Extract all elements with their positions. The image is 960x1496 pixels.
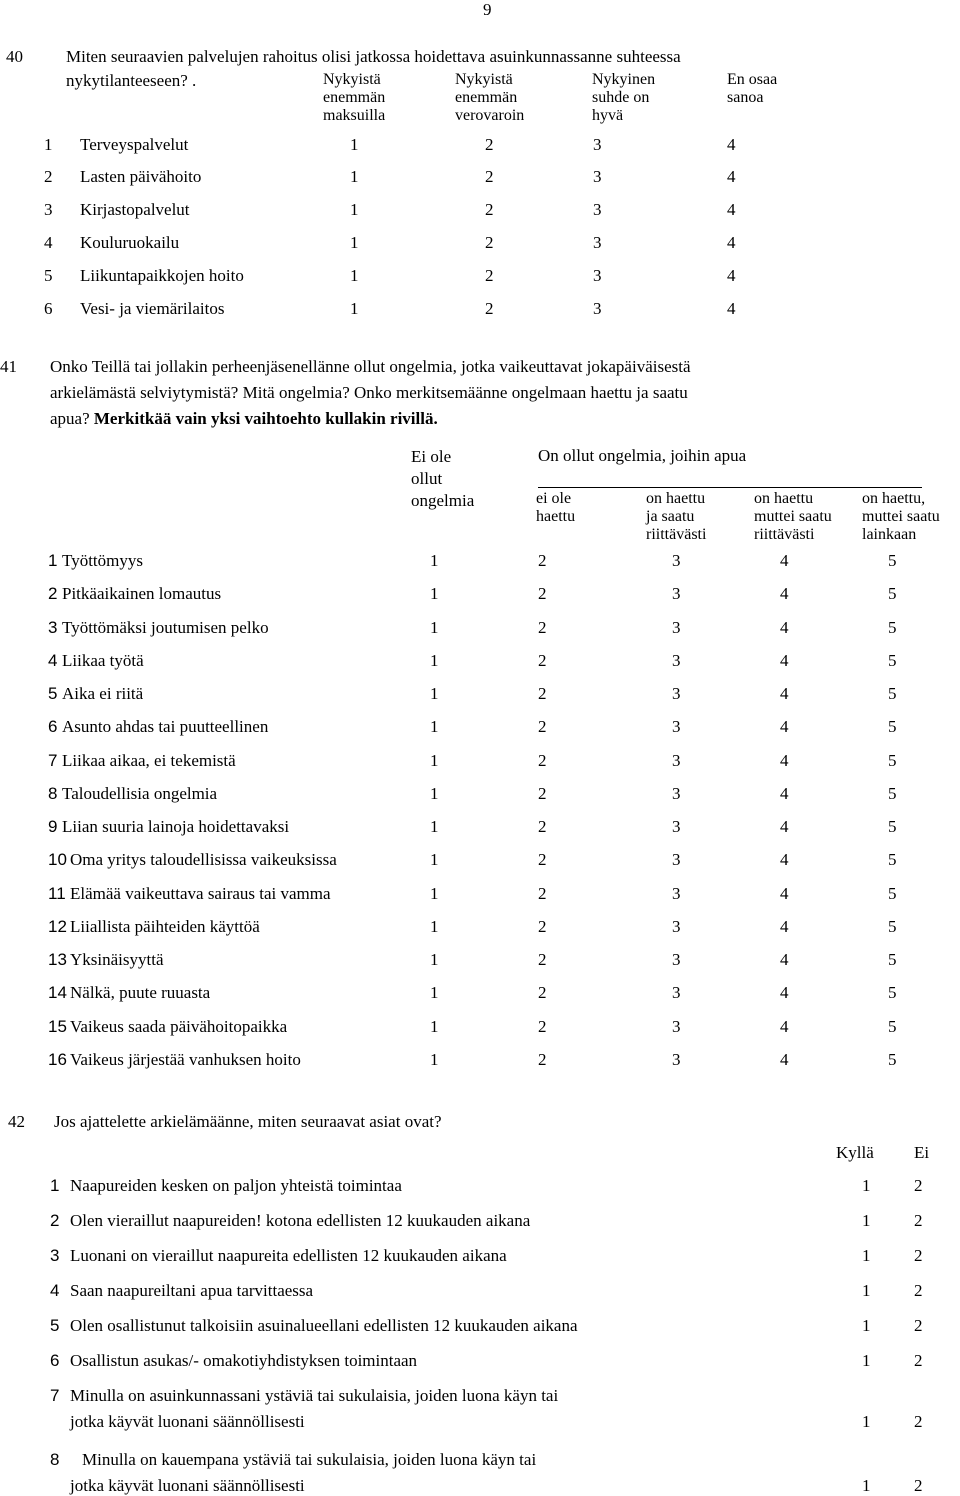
answer-option[interactable]: 1 (430, 1017, 439, 1036)
row-label: Elämää vaikeuttava sairaus tai vamma (70, 884, 331, 903)
row-number: 7 (50, 1386, 60, 1405)
row-number: 2 (50, 1211, 60, 1230)
answer-option[interactable]: 2 (538, 717, 547, 736)
answer-option[interactable]: 5 (888, 651, 897, 670)
question-text: apua? Merkitkää vain yksi vaihtoehto kullakin rivillä. (50, 409, 438, 428)
answer-option[interactable]: 4 (727, 167, 736, 186)
answer-option-no[interactable]: 2 (914, 1211, 923, 1230)
row-number: 13 (48, 950, 67, 969)
answer-option[interactable]: 1 (350, 266, 359, 285)
row-number: 1 (48, 551, 58, 570)
row-number: 15 (48, 1017, 67, 1036)
answer-option[interactable]: 4 (780, 950, 789, 969)
answer-option[interactable]: 3 (593, 299, 602, 318)
answer-option-no[interactable]: 2 (914, 1176, 923, 1195)
question-number: 40 (6, 47, 23, 66)
question-text: Miten seuraavien palvelujen rahoitus olisi jatkossa hoidettava asuinkunnassanne suhteessa (66, 47, 681, 66)
answer-option[interactable]: 1 (430, 618, 439, 637)
row-label: Naapureiden kesken on paljon yhteistä toimintaa (70, 1176, 402, 1195)
answer-option[interactable]: 1 (430, 551, 439, 570)
answer-option[interactable]: 2 (538, 1050, 547, 1069)
answer-option[interactable]: 5 (888, 717, 897, 736)
answer-option[interactable]: 2 (485, 200, 494, 219)
answer-option[interactable]: 2 (538, 651, 547, 670)
question-number: 41 (0, 357, 17, 376)
row-label: Olen vieraillut naapureiden! kotona edellisten 12 kuukauden aikana (70, 1211, 531, 1230)
answer-option-no[interactable]: 2 (914, 1412, 923, 1431)
row-number: 3 (48, 618, 58, 637)
row-label: Kouluruokailu (80, 233, 180, 252)
answer-option[interactable]: 2 (485, 135, 494, 154)
row-label: jotka käyvät luonani säännöllisesti (70, 1476, 305, 1495)
answer-option[interactable]: 5 (888, 1017, 897, 1036)
answer-option[interactable]: 1 (430, 784, 439, 803)
answer-option[interactable]: 4 (780, 717, 789, 736)
answer-option-yes[interactable]: 1 (862, 1412, 871, 1431)
row-number: 5 (50, 1316, 60, 1335)
row-number: 11 (48, 884, 66, 903)
answer-option[interactable]: 1 (350, 167, 359, 186)
answer-option[interactable]: 4 (780, 751, 789, 770)
answer-option[interactable]: 1 (350, 135, 359, 154)
answer-option[interactable]: 3 (672, 884, 681, 903)
answer-option[interactable]: 2 (538, 618, 547, 637)
answer-option-yes[interactable]: 1 (862, 1211, 871, 1230)
row-label: Olen osallistunut talkoisiin asuinalueellani edellisten 12 kuukauden aikana (70, 1316, 578, 1335)
answer-option[interactable]: 4 (780, 784, 789, 803)
answer-option[interactable]: 3 (672, 1050, 681, 1069)
answer-option[interactable]: 2 (538, 784, 547, 803)
answer-option[interactable]: 4 (780, 884, 789, 903)
answer-option[interactable]: 4 (780, 584, 789, 603)
answer-option[interactable]: 1 (430, 884, 439, 903)
answer-option[interactable]: 3 (672, 1017, 681, 1036)
question-text: Onko Teillä tai jollakin perheenjäsenellänne ollut ongelmia, jotka vaikeuttavat jokapäiväisestä (50, 357, 691, 376)
answer-option-yes[interactable]: 1 (862, 1176, 871, 1195)
question-text: arkielämästä selviytymistä? Mitä ongelmia? Onko merkitsemäänne ongelmaan haettu ja saatu (50, 383, 688, 402)
answer-option[interactable]: 4 (727, 200, 736, 219)
column-header-yes: Kyllä (836, 1143, 874, 1162)
answer-option[interactable]: 5 (888, 917, 897, 936)
answer-option[interactable]: 3 (593, 167, 602, 186)
column-header: Nykyistä enemmän maksuilla (323, 71, 386, 124)
answer-option[interactable]: 3 (593, 200, 602, 219)
page-number: 9 (483, 0, 492, 19)
answer-option[interactable]: 3 (672, 651, 681, 670)
answer-option[interactable]: 5 (888, 618, 897, 637)
row-label: Liikaa aikaa, ei tekemistä (62, 751, 236, 770)
row-label: Kirjastopalvelut (80, 200, 190, 219)
answer-option[interactable]: 5 (888, 850, 897, 869)
row-number: 4 (50, 1281, 60, 1300)
answer-option[interactable]: 1 (430, 983, 439, 1002)
row-label: Vaikeus saada päivähoitopaikka (70, 1017, 288, 1036)
answer-option[interactable]: 1 (430, 684, 439, 703)
row-label: Liikuntapaikkojen hoito (80, 266, 244, 285)
answer-option[interactable]: 3 (672, 551, 681, 570)
answer-option-yes[interactable]: 1 (862, 1476, 871, 1495)
answer-option[interactable]: 2 (538, 884, 547, 903)
row-number: 1 (50, 1176, 60, 1195)
row-label: Liian suuria lainoja hoidettavaksi (62, 817, 290, 836)
question-text: nykytilanteeseen? . (66, 71, 197, 90)
answer-option-no[interactable]: 2 (914, 1246, 923, 1265)
answer-option[interactable]: 2 (538, 817, 547, 836)
answer-option[interactable]: 5 (888, 584, 897, 603)
row-label: Asunto ahdas tai puutteellinen (62, 717, 269, 736)
answer-option[interactable]: 3 (672, 983, 681, 1002)
answer-option[interactable]: 2 (538, 917, 547, 936)
answer-option-yes[interactable]: 1 (862, 1246, 871, 1265)
answer-option[interactable]: 4 (727, 233, 736, 252)
answer-option[interactable]: 4 (780, 1050, 789, 1069)
answer-option[interactable]: 2 (485, 233, 494, 252)
answer-option[interactable]: 5 (888, 983, 897, 1002)
answer-option[interactable]: 3 (672, 784, 681, 803)
answer-option[interactable]: 3 (593, 266, 602, 285)
column-header: Ei ole ollut ongelmia (411, 447, 475, 511)
group-header-rule (538, 487, 922, 488)
answer-option-yes[interactable]: 1 (862, 1281, 871, 1300)
answer-option[interactable]: 3 (672, 717, 681, 736)
row-number: 5 (44, 266, 53, 285)
answer-option[interactable]: 3 (672, 618, 681, 637)
row-number: 1 (44, 135, 53, 154)
answer-option[interactable]: 5 (888, 1050, 897, 1069)
answer-option[interactable]: 2 (538, 983, 547, 1002)
column-header: on haettu, muttei saatu lainkaan (862, 490, 940, 543)
column-header: Nykyinen suhde on hyvä (592, 71, 656, 124)
row-number: 16 (48, 1050, 67, 1069)
row-label: Vaikeus järjestää vanhuksen hoito (70, 1050, 301, 1069)
answer-option[interactable]: 2 (538, 684, 547, 703)
answer-option-no[interactable]: 2 (914, 1281, 923, 1300)
answer-option[interactable]: 1 (430, 717, 439, 736)
answer-option[interactable]: 3 (672, 684, 681, 703)
answer-option-yes[interactable]: 1 (862, 1316, 871, 1335)
answer-option[interactable]: 5 (888, 551, 897, 570)
answer-option[interactable]: 4 (780, 651, 789, 670)
row-number: 8 (50, 1450, 60, 1469)
row-label: Työttömäksi joutumisen pelko (62, 618, 269, 637)
answer-option[interactable]: 2 (485, 167, 494, 186)
answer-option[interactable]: 3 (593, 233, 602, 252)
answer-option[interactable]: 2 (538, 950, 547, 969)
answer-option[interactable]: 4 (780, 983, 789, 1002)
answer-option[interactable]: 1 (350, 200, 359, 219)
answer-option[interactable]: 4 (780, 850, 789, 869)
row-number: 6 (44, 299, 53, 318)
row-label: Liiallista päihteiden käyttöä (70, 917, 260, 936)
row-label: Yksinäisyyttä (70, 950, 164, 969)
answer-option-no[interactable]: 2 (914, 1351, 923, 1370)
row-number: 9 (48, 817, 58, 836)
answer-option-no[interactable]: 2 (914, 1316, 923, 1335)
row-number: 2 (44, 167, 53, 186)
row-number: 7 (48, 751, 58, 770)
answer-option[interactable]: 5 (888, 950, 897, 969)
row-label: Pitkäaikainen lomautus (62, 584, 222, 603)
answer-option[interactable]: 1 (430, 751, 439, 770)
row-label: Taloudellisia ongelmia (62, 784, 218, 803)
answer-option[interactable]: 1 (430, 584, 439, 603)
answer-option[interactable]: 4 (727, 266, 736, 285)
question-number: 42 (8, 1112, 25, 1131)
row-number: 6 (50, 1351, 60, 1370)
answer-option[interactable]: 2 (538, 751, 547, 770)
row-label: Minulla on asuinkunnassani ystäviä tai sukulaisia, joiden luona käyn tai (70, 1386, 559, 1405)
answer-option[interactable]: 3 (672, 950, 681, 969)
row-number: 5 (48, 684, 58, 703)
answer-option[interactable]: 4 (727, 299, 736, 318)
answer-option[interactable]: 2 (485, 266, 494, 285)
answer-option[interactable]: 2 (538, 551, 547, 570)
row-number: 2 (48, 584, 58, 603)
row-number: 8 (48, 784, 58, 803)
column-header: on haettu ja saatu riittävästi (646, 490, 707, 543)
row-number: 4 (48, 651, 58, 670)
answer-option[interactable]: 4 (727, 135, 736, 154)
answer-option-no[interactable]: 2 (914, 1476, 923, 1495)
row-number: 12 (48, 917, 67, 936)
answer-option[interactable]: 5 (888, 817, 897, 836)
answer-option[interactable]: 1 (430, 817, 439, 836)
question-text: Jos ajattelette arkielämäänne, miten seuraavat asiat ovat? (54, 1112, 442, 1131)
answer-option[interactable]: 3 (672, 751, 681, 770)
answer-option[interactable]: 1 (350, 233, 359, 252)
answer-option[interactable]: 1 (430, 950, 439, 969)
row-number: 3 (50, 1246, 60, 1265)
column-header: on haettu muttei saatu riittävästi (754, 490, 832, 543)
answer-option[interactable]: 5 (888, 684, 897, 703)
column-header: En osaa sanoa (727, 71, 778, 106)
row-label: jotka käyvät luonani säännöllisesti (70, 1412, 305, 1431)
row-label: Oma yritys taloudellisissa vaikeuksissa (70, 850, 337, 869)
answer-option[interactable]: 3 (672, 584, 681, 603)
row-number: 10 (48, 850, 67, 869)
answer-option[interactable]: 2 (538, 1017, 547, 1036)
row-label: Luonani on vieraillut naapureita edellisten 12 kuukauden aikana (70, 1246, 507, 1265)
answer-option[interactable]: 3 (672, 917, 681, 936)
answer-option[interactable]: 4 (780, 817, 789, 836)
answer-option[interactable]: 4 (780, 684, 789, 703)
row-number: 3 (44, 200, 53, 219)
answer-option[interactable]: 1 (350, 299, 359, 318)
row-label: Lasten päivähoito (80, 167, 202, 186)
column-header: ei ole haettu (536, 490, 576, 525)
answer-option[interactable]: 1 (430, 651, 439, 670)
column-header-no: Ei (914, 1143, 930, 1162)
answer-option[interactable]: 4 (780, 618, 789, 637)
answer-option[interactable]: 2 (485, 299, 494, 318)
group-header: On ollut ongelmia, joihin apua (538, 446, 747, 465)
answer-option[interactable]: 1 (430, 917, 439, 936)
row-label: Nälkä, puute ruuasta (70, 983, 211, 1002)
answer-option[interactable]: 5 (888, 751, 897, 770)
answer-option[interactable]: 3 (672, 850, 681, 869)
answer-option[interactable]: 2 (538, 850, 547, 869)
answer-option[interactable]: 3 (593, 135, 602, 154)
row-label: Minulla on kauempana ystäviä tai sukulaisia, joiden luona käyn tai (82, 1450, 537, 1469)
answer-option[interactable]: 4 (780, 551, 789, 570)
column-header: Nykyistä enemmän verovaroin (455, 71, 525, 124)
row-number: 4 (44, 233, 53, 252)
row-label: Aika ei riitä (62, 684, 144, 703)
row-label: Saan naapureiltani apua tarvittaessa (70, 1281, 314, 1300)
answer-option[interactable]: 4 (780, 1017, 789, 1036)
row-label: Vesi- ja viemärilaitos (80, 299, 225, 318)
row-number: 6 (48, 717, 58, 736)
row-number: 14 (48, 983, 67, 1002)
row-label: Liikaa työtä (62, 651, 144, 670)
row-label: Terveyspalvelut (80, 135, 189, 154)
row-label: Osallistun asukas/- omakotiyhdistyksen toimintaan (70, 1351, 418, 1370)
answer-option[interactable]: 4 (780, 917, 789, 936)
answer-option[interactable]: 1 (430, 1050, 439, 1069)
row-label: Työttömyys (62, 551, 143, 570)
answer-option[interactable]: 2 (538, 584, 547, 603)
answer-option-yes[interactable]: 1 (862, 1351, 871, 1370)
answer-option[interactable]: 1 (430, 850, 439, 869)
answer-option[interactable]: 5 (888, 784, 897, 803)
answer-option[interactable]: 3 (672, 817, 681, 836)
answer-option[interactable]: 5 (888, 884, 897, 903)
